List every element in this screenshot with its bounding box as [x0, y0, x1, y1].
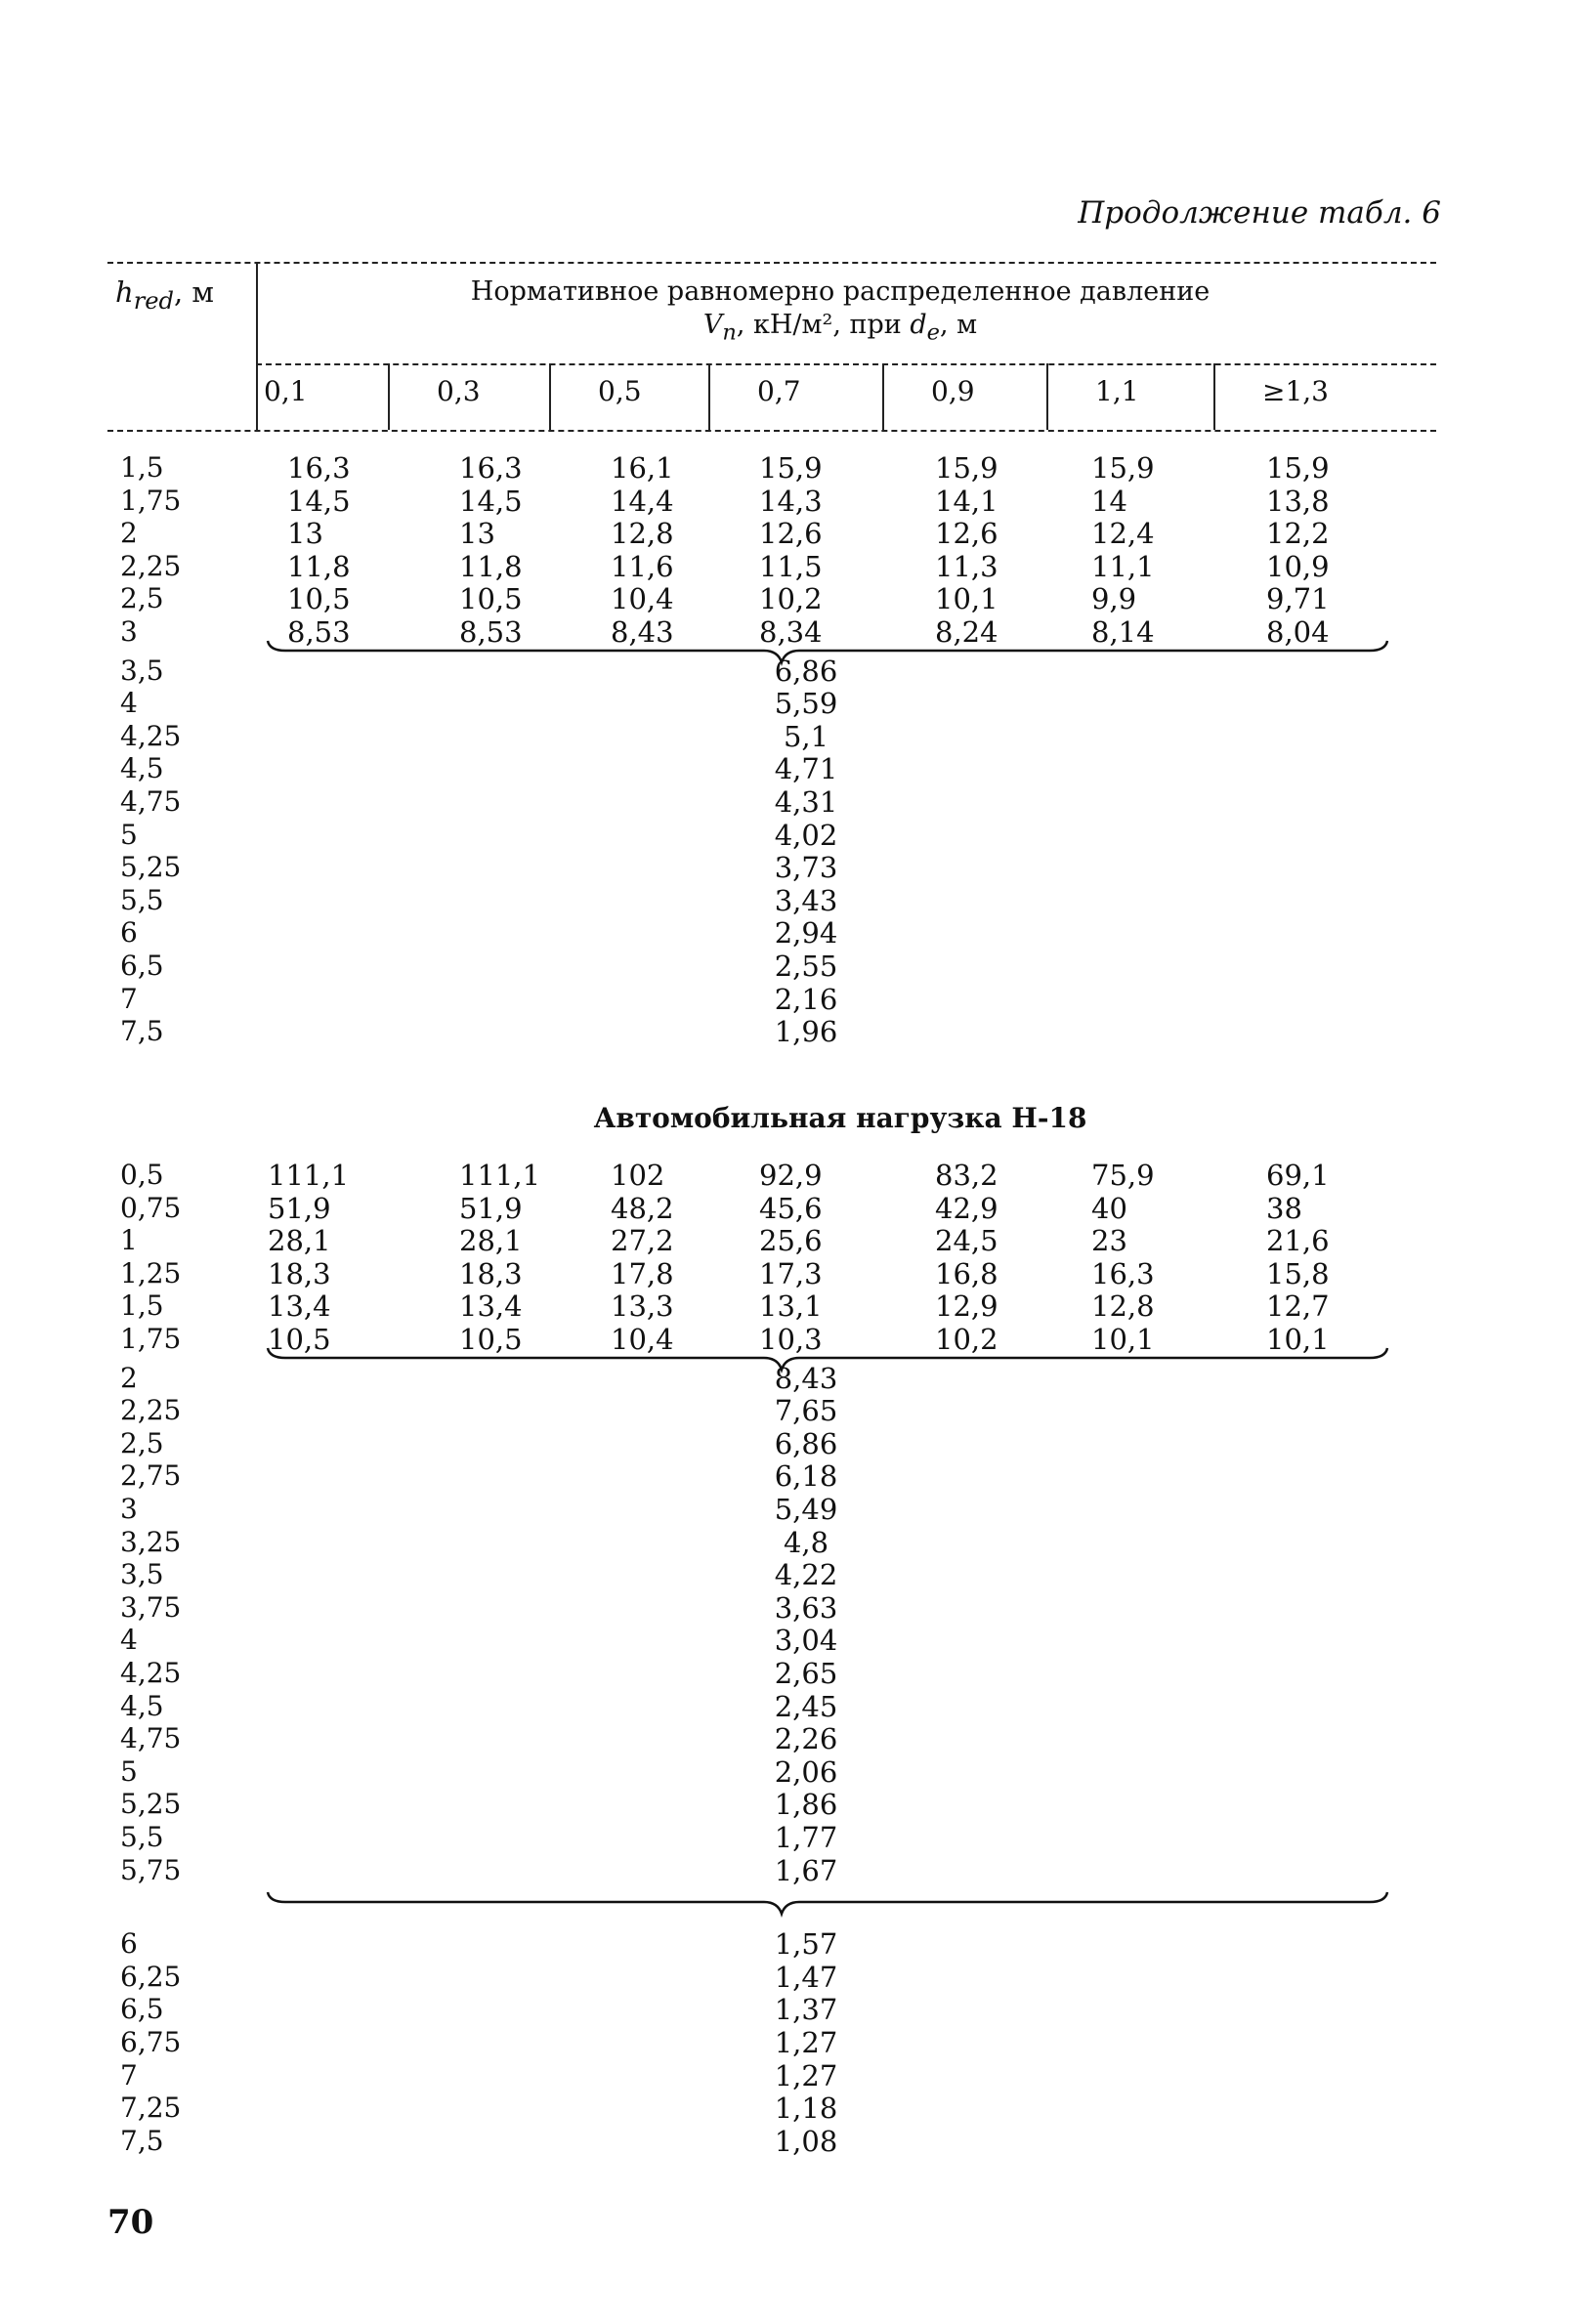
row-label-h: 2,25	[120, 549, 182, 582]
table-cell: 14,4	[611, 484, 674, 518]
table-cell: 2,55	[774, 950, 838, 983]
table-cell: 16,3	[1091, 1256, 1155, 1290]
table-cell: 12,2	[1266, 517, 1330, 551]
table-cell: 69,1	[1266, 1159, 1330, 1192]
row-label-h: 2,75	[120, 1459, 182, 1493]
table-cell: 16,8	[935, 1256, 998, 1290]
table-cell: 5,59	[774, 687, 838, 721]
row-label-h: 7,5	[120, 1015, 164, 1048]
row-label-h: 7	[120, 2058, 138, 2092]
row-label-h: 5,25	[120, 851, 182, 884]
table-cell: 8,34	[759, 615, 823, 649]
table-cell: 8,24	[935, 615, 998, 649]
table-cell: 1,86	[774, 1788, 838, 1822]
header-top-rule	[107, 262, 1436, 264]
row-label-h: 4,75	[120, 1722, 182, 1755]
stub-header-unit: , м	[174, 275, 214, 309]
table-cell: 13,3	[611, 1289, 674, 1324]
table-cell: 14	[1091, 484, 1127, 518]
table-cell: 12,9	[935, 1289, 998, 1324]
table-cell: 2,45	[774, 1689, 838, 1723]
table-cell: 4,31	[774, 785, 838, 819]
table-cell: 25,6	[759, 1224, 823, 1258]
table-cell: 4,02	[774, 818, 838, 852]
table-cell: 11,5	[759, 549, 823, 583]
table-cell: 16,3	[287, 451, 351, 485]
row-label-h: 2,5	[120, 1426, 164, 1459]
row-label-h: 5,5	[120, 1821, 164, 1853]
table-cell: 21,6	[1266, 1224, 1330, 1258]
table-cell: 10,4	[611, 1323, 674, 1356]
row-label-h: 6,5	[120, 1993, 164, 2026]
row-label-h: 7,5	[120, 2124, 164, 2157]
table-cell: 6,18	[774, 1459, 838, 1494]
row-label-h: 3	[120, 1493, 138, 1525]
stub-header	[115, 275, 214, 315]
table-cell: 75,9	[1091, 1159, 1155, 1192]
de-column-divider	[1046, 363, 1048, 430]
table-cell: 10,2	[935, 1323, 998, 1356]
table-cell: 10,1	[935, 582, 998, 616]
table-cell: 10,3	[759, 1323, 823, 1356]
table-cell: 28,1	[268, 1224, 331, 1258]
row-label-h: 4,25	[120, 1657, 182, 1689]
table-cell: 38	[1266, 1191, 1302, 1225]
de-header-cell: 0,5	[598, 375, 642, 407]
table-cell: 10,1	[1091, 1323, 1155, 1356]
row-label-h: 6,75	[120, 2026, 182, 2058]
table-cell: 12,7	[1266, 1289, 1330, 1324]
table-cell: 15,9	[935, 451, 998, 485]
table-cell: 1,57	[774, 1927, 838, 1962]
table-cell: 12,6	[935, 517, 998, 551]
table-cell: 102	[611, 1159, 665, 1192]
row-label-h: 5,75	[120, 1853, 182, 1886]
row-label-h: 7	[120, 982, 138, 1015]
de-header-cell: 1,1	[1095, 375, 1139, 407]
table-cell: 1,08	[774, 2124, 838, 2158]
row-label-h: 1,75	[120, 484, 182, 517]
de-header-cell: ≥1,3	[1262, 375, 1329, 407]
table-cell: 8,43	[611, 615, 674, 649]
column-group-title-line1: Нормативное равномерно распределенное давление	[470, 276, 1211, 307]
row-label-h: 6	[120, 1927, 138, 1961]
table-cell: 11,1	[1091, 549, 1155, 583]
table-cell: 1,18	[774, 2092, 838, 2126]
table-cell: 14,5	[287, 484, 351, 518]
table-cell: 2,94	[774, 916, 838, 951]
table-cell: 10,4	[611, 582, 674, 616]
table-cell: 12,4	[1091, 517, 1155, 551]
table-cell: 16,1	[611, 451, 674, 485]
table-cell: 48,2	[611, 1191, 674, 1225]
column-group-title	[256, 275, 1424, 349]
row-label-h: 4	[120, 1624, 138, 1657]
table-cell: 8,43	[774, 1361, 838, 1395]
row-label-h: 1,75	[120, 1323, 182, 1355]
table-cell: 10,5	[268, 1323, 331, 1356]
table-cell: 27,2	[611, 1224, 674, 1258]
table-cell: 5,1	[783, 719, 829, 753]
table-cell: 2,65	[774, 1657, 838, 1690]
table-cell: 18,3	[459, 1256, 523, 1290]
row-label-h: 3,25	[120, 1525, 182, 1558]
header-bottom-rule	[107, 430, 1436, 432]
table-cell: 1,77	[774, 1821, 838, 1854]
row-label-h: 5	[120, 1754, 138, 1788]
row-label-h: 0,75	[120, 1191, 182, 1224]
table-cell: 1,27	[774, 2026, 838, 2059]
table-cell: 18,3	[268, 1256, 331, 1290]
table-cell: 51,9	[268, 1191, 331, 1225]
table-cell: 3,04	[774, 1624, 838, 1658]
table-cell: 42,9	[935, 1191, 998, 1225]
table-cell: 23	[1091, 1224, 1127, 1258]
row-label-h: 5,5	[120, 883, 164, 916]
table-cell: 4,22	[774, 1558, 838, 1592]
table-cell: 10,9	[1266, 549, 1330, 583]
table-cell: 1,47	[774, 1960, 838, 1994]
table-cell: 11,8	[287, 549, 351, 583]
row-label-h: 4,5	[120, 1689, 164, 1722]
table-cell: 9,9	[1091, 582, 1137, 616]
table-cell: 10,5	[287, 582, 351, 616]
de-header-cell: 0,3	[437, 375, 481, 407]
table-cell: 8,14	[1091, 615, 1155, 649]
table-cell: 1,37	[774, 1993, 838, 2027]
table-cell: 3,43	[774, 883, 838, 917]
table-cell: 4,8	[783, 1525, 829, 1559]
table-cell: 12,6	[759, 517, 823, 551]
row-label-h: 4	[120, 687, 138, 720]
de-column-divider	[708, 363, 710, 430]
row-label-h: 6,5	[120, 950, 164, 982]
table-cell: 1,96	[774, 1015, 838, 1049]
table-cell: 2,16	[774, 982, 838, 1016]
row-label-h: 1	[120, 1224, 138, 1257]
table-cell: 2,06	[774, 1754, 838, 1789]
row-label-h: 1,5	[120, 451, 164, 484]
row-label-h: 2	[120, 517, 138, 550]
row-label-h: 2,25	[120, 1394, 182, 1427]
table-cell: 24,5	[935, 1224, 998, 1258]
row-label-h: 0,5	[120, 1159, 164, 1191]
row-label-h: 4,75	[120, 785, 182, 818]
de-column-divider	[882, 363, 884, 430]
table-cell: 17,8	[611, 1256, 674, 1290]
table-cell: 9,71	[1266, 582, 1330, 616]
de-column-divider	[1213, 363, 1215, 430]
table-cell: 2,26	[774, 1722, 838, 1756]
de-header-cell: 0,9	[931, 375, 975, 407]
column-group-title-line2: $V_n$, кН/м², при $d_e$, м	[702, 310, 978, 346]
table-cell: 16,3	[459, 451, 523, 485]
table-cell: 15,9	[759, 451, 823, 485]
row-label-h: 1,5	[120, 1289, 164, 1323]
row-label-h: 3	[120, 615, 138, 648]
table-cell: 51,9	[459, 1191, 523, 1225]
table-cell: 10,2	[759, 582, 823, 616]
table-cell: 4,71	[774, 752, 838, 786]
table-cell: 10,1	[1266, 1323, 1330, 1356]
table-continuation-caption: Продолжение табл. 6	[1078, 195, 1441, 231]
page-number: 70	[107, 2203, 154, 2242]
table-cell: 28,1	[459, 1224, 523, 1258]
table-cell: 6,86	[774, 654, 838, 688]
table-cell: 13,4	[459, 1289, 523, 1324]
table-cell: 15,9	[1091, 451, 1155, 485]
table-cell: 13,4	[268, 1289, 331, 1324]
table-cell: 14,3	[759, 484, 823, 518]
row-label-h: 2,5	[120, 582, 164, 615]
de-column-divider	[388, 363, 390, 430]
row-label-h: 5	[120, 818, 138, 851]
stub-header-symbol: h	[115, 275, 134, 309]
row-label-h: 6	[120, 916, 138, 950]
row-label-h: 4,25	[120, 719, 182, 752]
table-cell: 17,3	[759, 1256, 823, 1290]
table-cell: 8,53	[459, 615, 523, 649]
de-header-cell: 0,7	[757, 375, 801, 407]
table-cell: 111,1	[459, 1159, 541, 1192]
table-cell: 92,9	[759, 1159, 823, 1192]
table-cell: 6,86	[774, 1426, 838, 1460]
table-cell: 8,53	[287, 615, 351, 649]
merge-brace	[266, 1890, 1389, 1916]
table-cell: 13	[459, 517, 495, 551]
table-cell: 40	[1091, 1191, 1127, 1225]
table-cell: 12,8	[1091, 1289, 1155, 1324]
table-cell: 8,04	[1266, 615, 1330, 649]
table-cell: 12,8	[611, 517, 674, 551]
row-label-h: 3,5	[120, 654, 164, 687]
table-cell: 3,63	[774, 1590, 838, 1625]
table-cell: 13,1	[759, 1289, 823, 1324]
table-cell: 11,8	[459, 549, 523, 583]
table-cell: 83,2	[935, 1159, 998, 1192]
table-cell: 10,5	[459, 1323, 523, 1356]
section-title: Автомобильная нагрузка Н-18	[593, 1102, 1087, 1134]
table-cell: 45,6	[759, 1191, 823, 1225]
row-label-h: 1,25	[120, 1256, 182, 1289]
table-cell: 13,8	[1266, 484, 1330, 518]
table-cell: 1,67	[774, 1853, 838, 1887]
table-cell: 11,3	[935, 549, 998, 583]
row-label-h: 5,25	[120, 1788, 182, 1821]
table-cell: 111,1	[268, 1159, 350, 1192]
table-cell: 15,9	[1266, 451, 1330, 485]
table-cell: 7,65	[774, 1394, 838, 1428]
de-column-divider	[549, 363, 551, 430]
table-cell: 10,5	[459, 582, 523, 616]
table-cell: 1,27	[774, 2058, 838, 2092]
row-label-h: 2	[120, 1361, 138, 1394]
table-cell: 11,6	[611, 549, 674, 583]
header-mid-rule	[256, 363, 1436, 365]
table-cell: 5,49	[774, 1493, 838, 1526]
table-cell: 14,1	[935, 484, 998, 518]
table-cell: 13	[287, 517, 323, 551]
stub-header-subscript: red	[133, 286, 174, 315]
row-label-h: 3,75	[120, 1590, 182, 1624]
row-label-h: 3,5	[120, 1558, 164, 1591]
table-cell: 3,73	[774, 851, 838, 885]
row-label-h: 4,5	[120, 752, 164, 785]
table-cell: 15,8	[1266, 1256, 1330, 1290]
table-cell: 14,5	[459, 484, 523, 518]
row-label-h: 7,25	[120, 2092, 182, 2125]
row-label-h: 6,25	[120, 1960, 182, 1993]
de-header-cell: 0,1	[264, 375, 308, 407]
